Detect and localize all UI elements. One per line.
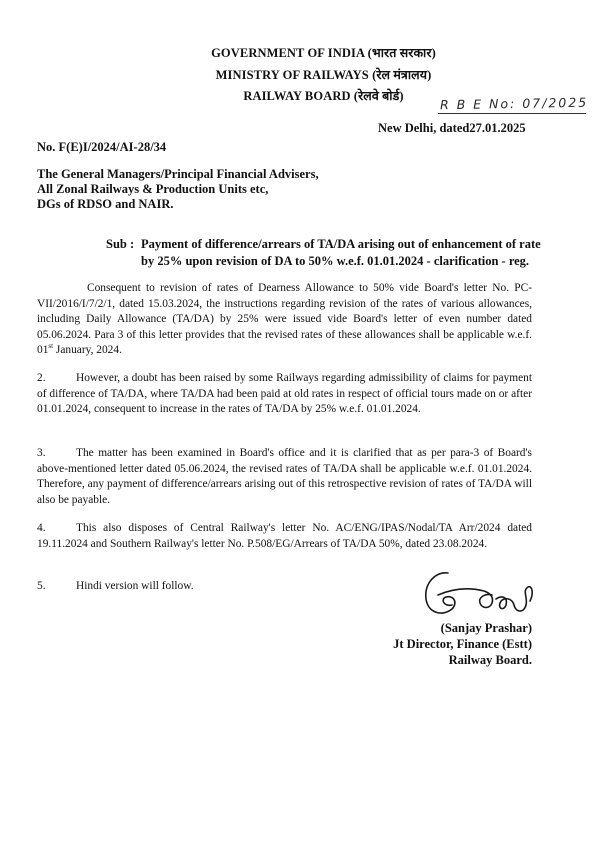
paragraph-number: 5. xyxy=(37,580,46,592)
subject-label: Sub : xyxy=(106,237,135,251)
addressee-line: The General Managers/Principal Financial Advisers, xyxy=(37,167,319,181)
paragraph-text: This also disposes of Central Railway's letter No. AC/ENG/IPAS/Nodal/TA Arr/2024 dated 19.11.2024 and Southern Railway's letter No. P.508/EG/Arrears of TA/DA 50%, dated 23.08.2024. xyxy=(37,522,532,550)
header-government: GOVERNMENT OF INDIA (भारत सरकार) xyxy=(211,46,436,60)
addressee-line: All Zonal Railways & Production Units etc, xyxy=(37,182,269,196)
signatory-office: Railway Board. xyxy=(448,653,532,667)
paragraph-text: Hindi version will follow. xyxy=(76,580,194,592)
paragraph-number: 4. xyxy=(37,522,46,534)
date-line: New Delhi, dated27.01.2025 xyxy=(378,121,526,135)
paragraph-text-part: January, 2024. xyxy=(53,344,122,357)
paragraph-number: 2. xyxy=(37,372,46,384)
paragraph-text: However, a doubt has been raised by some Railways regarding admissibility of claims for payment of difference of TA/DA, where TA/DA had been paid at old rates in respect of official tours made on or after 01.01.2024, consequent to increase in the rates of TA/DA by 25% w.e.f. 01.01.2024. xyxy=(37,372,532,416)
header-ministry: MINISTRY OF RAILWAYS (रेल मंत्रालय) xyxy=(215,68,432,82)
reference-number: No. F(E)I/2024/AI-28/34 xyxy=(37,140,167,154)
handwritten-rbe-number: R B E No: 07/2025 xyxy=(439,94,589,113)
signatory-name: (Sanjay Prashar) xyxy=(440,621,532,635)
paragraph-3 xyxy=(37,446,532,508)
signature-image xyxy=(418,565,548,625)
paragraph-4 xyxy=(37,521,532,552)
header-board: RAILWAY BOARD (रेलवे बोर्ड) xyxy=(243,89,404,103)
subject-block xyxy=(106,236,546,270)
signatory-designation: Jt Director, Finance (Estt) xyxy=(393,637,532,651)
paragraph-text-part: Consequent to revision of rates of Dearness Allowance to 50% vide Board's letter No. PC-VII/2016/I/7/2/1, dated 15.03.2024, the instructions regarding revision of the rates of various allowances, including Daily Allowance (TA/DA) by 25% were issued vide Board's letter of even number dated 05.06.2024. Para 3 of this letter provides that the revised rates of these allowances shall be applicable w.e.f. 01 xyxy=(37,282,532,357)
addressee-line: DGs of RDSO and NAIR. xyxy=(37,197,174,211)
subject-text: Payment of difference/arrears of TA/DA arising out of enhancement of rate by 25% upon revision of DA to 50% w.e.f. 01.01.2024 - clarification - reg. xyxy=(141,237,541,268)
superscript: st xyxy=(48,342,54,351)
paragraph-text xyxy=(37,281,532,359)
paragraph-2 xyxy=(37,371,532,418)
paragraph-1 xyxy=(37,281,532,359)
paragraph-text: The matter has been examined in Board's office and it is clarified that as per para-3 of Board's above-mentioned letter dated 05.06.2024, the revised rates of TA/DA shall be applicable w.e.f. 01.01.2024. Therefore, any payment of difference/arrears arising out of this retrospective revision of rates of TA/DA will also be payable. xyxy=(37,447,532,506)
paragraph-number: 3. xyxy=(37,447,46,459)
rbe-underline xyxy=(438,113,586,114)
